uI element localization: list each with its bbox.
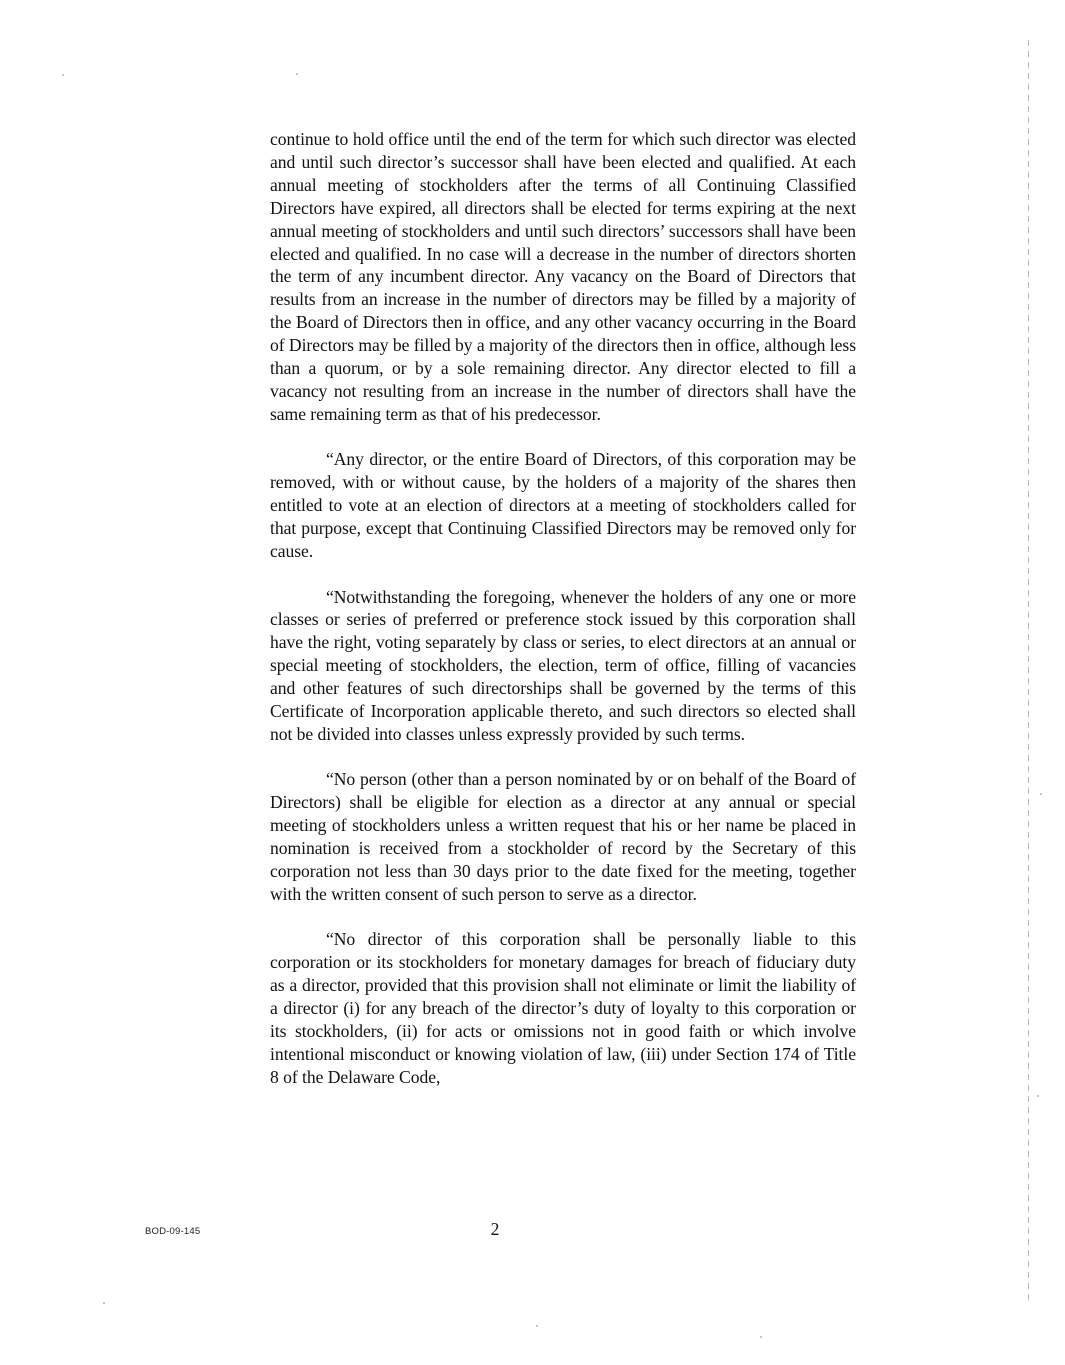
scan-speck xyxy=(536,1325,538,1327)
scan-speck xyxy=(103,1302,105,1304)
scan-speck xyxy=(296,73,298,75)
paragraph-preferred-stock-directors: “Notwithstanding the foregoing, whenever the holders of any one or more classes or series of preferred or preference stock issued by this corporation shall have the right, voting separately by class or series, to elect directors at an annual or special meeting of stockholders, the election, term of office, filling of vacancies and other features of such directorships shall be governed by the terms of this Certificate of Incorporation applicable thereto, and such directors so elected shall not be divided into classes unless expressly provided by such terms. xyxy=(270,586,856,744)
document-footer-code: BOD-09-145 xyxy=(145,1226,201,1237)
paragraph-term-continuation: continue to hold office until the end of the term for which such director was elected and until such director’s successor shall have been elected and qualified. At each annual meeting of stockholders after the terms of all Continuing Classified Directors have expired, all directors shall be elected for terms expiring at the next annual meeting of stockholders and until such directors’ successors shall have been elected and qualified. In no case will a decrease in the number of directors shorten the term of any incumbent director. Any vacancy on the Board of Directors that results from an increase in the number of directors may be filled by a majority of the Board of Directors then in office, and any other vacancy occurring in the Board of Directors may be filled by a majority of the directors then in office, although less than a quorum, or by a sole remaining director. Any director elected to fill a vacancy not resulting from an increase in the number of directors shall have the same remaining term as that of his predecessor. xyxy=(270,129,856,424)
scan-speck xyxy=(62,74,64,76)
page-number: 2 xyxy=(490,1219,500,1239)
document-body xyxy=(270,128,856,1111)
paragraph-director-removal: “Any director, or the entire Board of Directors, of this corporation may be removed, with or without cause, by the holders of a majority of the shares then entitled to vote at an election of directors at a meeting of stockholders called for that purpose, except that Continuing Classified Directors may be removed only for cause. xyxy=(270,449,856,561)
paragraph-director-liability: “No director of this corporation shall be personally liable to this corporation or its stockholders for monetary damages for breach of fiduciary duty as a director, provided that this provision shall not eliminate or limit the liability of a director (i) for any breach of the director’s duty of loyalty to this corporation or its stockholders, (ii) for acts or omissions not in good faith or which involve intentional misconduct or knowing violation of law, (iii) under Section 174 of Title 8 of the Delaware Code, xyxy=(270,929,856,1087)
scan-speck xyxy=(760,1336,762,1338)
scan-speck xyxy=(1040,793,1042,795)
scan-edge-line xyxy=(1028,40,1029,1300)
scan-speck xyxy=(1037,1095,1039,1097)
paragraph-nomination-requirements: “No person (other than a person nominated by or on behalf of the Board of Directors) shall be eligible for election as a director at any annual or special meeting of stockholders unless a written request that his or her name be placed in nomination is received from a stockholder of record by the Secretary of this corporation not less than 30 days prior to the date fixed for the meeting, together with the written consent of such person to serve as a director. xyxy=(270,769,856,904)
